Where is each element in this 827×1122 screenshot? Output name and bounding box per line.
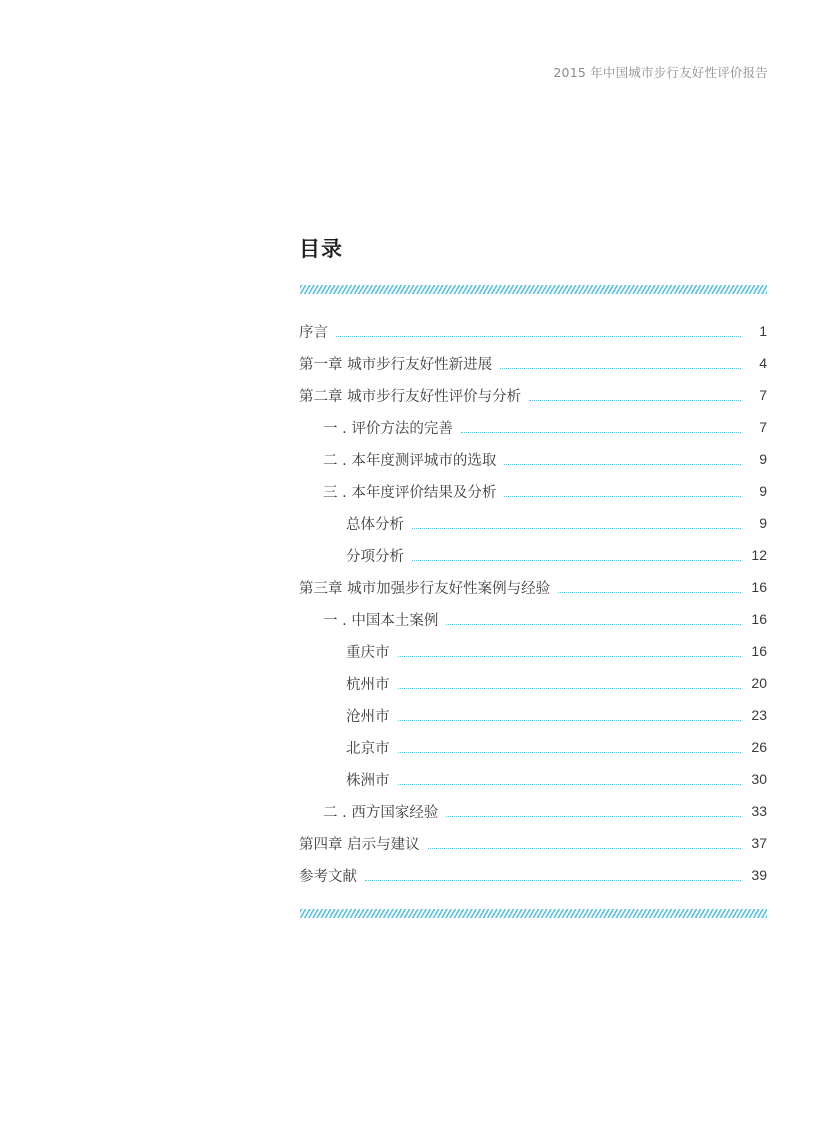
toc-entry-label: 第四章 启示与建议 (299, 836, 420, 853)
dot-leader (398, 656, 742, 657)
toc-entry-page: 33 (751, 803, 767, 819)
toc-entry-overall-analysis[interactable] (299, 507, 767, 539)
toc-entry-page: 7 (759, 387, 767, 403)
dot-leader (504, 496, 741, 497)
toc-entry-page: 4 (759, 355, 767, 371)
toc-entry-page: 1 (759, 323, 767, 339)
dot-leader (365, 880, 741, 881)
toc-entry-page: 9 (759, 483, 767, 499)
toc-entry-label: 第一章 城市步行友好性新进展 (299, 356, 493, 373)
toc-entry-section-2-1[interactable] (299, 411, 767, 443)
toc-entry-cangzhou[interactable] (299, 699, 767, 731)
toc-entry-label: 二 . 本年度测评城市的选取 (323, 452, 497, 469)
toc-entry-page: 26 (751, 739, 767, 755)
toc-entry-page: 37 (751, 835, 767, 851)
toc-entry-page: 16 (751, 643, 767, 659)
toc-entry-page: 23 (751, 707, 767, 723)
toc-entry-section-3-2[interactable] (299, 795, 767, 827)
toc-entry-chongqing[interactable] (299, 635, 767, 667)
toc-entry-label: 第三章 城市加强步行友好性案例与经验 (299, 580, 551, 597)
toc-entry-label: 总体分析 (346, 516, 404, 533)
bottom-hatch-divider (300, 909, 767, 918)
toc-entry-section-3-1[interactable] (299, 603, 767, 635)
toc-entry-label: 株洲市 (346, 772, 390, 789)
toc-entry-label: 沧州市 (346, 708, 390, 725)
toc-entry-label: 一 . 中国本土案例 (323, 612, 439, 629)
dot-leader (500, 368, 741, 369)
toc-entry-preface[interactable] (299, 315, 767, 347)
toc-entry-label: 分项分析 (346, 548, 404, 565)
dot-leader (461, 432, 741, 433)
toc-entry-label: 一 . 评价方法的完善 (323, 420, 453, 437)
toc-entry-page: 16 (751, 611, 767, 627)
table-of-contents (299, 315, 767, 891)
dot-leader (412, 528, 741, 529)
toc-entry-itemized-analysis[interactable] (299, 539, 767, 571)
dot-leader (412, 560, 741, 561)
toc-entry-page: 39 (751, 867, 767, 883)
toc-entry-label: 参考文献 (299, 868, 357, 885)
toc-entry-label: 杭州市 (346, 676, 390, 693)
toc-entry-section-2-3[interactable] (299, 475, 767, 507)
toc-title: 目录 (299, 237, 343, 261)
dot-leader (446, 624, 741, 625)
toc-entry-chapter-1[interactable] (299, 347, 767, 379)
dot-leader (428, 848, 741, 849)
toc-entry-page: 9 (759, 451, 767, 467)
toc-entry-label: 序言 (299, 324, 328, 341)
dot-leader (398, 720, 742, 721)
toc-entry-page: 7 (759, 419, 767, 435)
dot-leader (504, 464, 741, 465)
toc-entry-hangzhou[interactable] (299, 667, 767, 699)
toc-entry-chapter-3[interactable] (299, 571, 767, 603)
dot-leader (529, 400, 741, 401)
dot-leader (398, 752, 742, 753)
top-hatch-divider (300, 285, 767, 294)
dot-leader (558, 592, 741, 593)
toc-entry-page: 16 (751, 579, 767, 595)
dot-leader (336, 336, 741, 337)
toc-entry-page: 9 (759, 515, 767, 531)
toc-entry-zhuzhou[interactable] (299, 763, 767, 795)
dot-leader (446, 816, 741, 817)
toc-entry-page: 30 (751, 771, 767, 787)
dot-leader (398, 688, 742, 689)
running-header: 2015 年中国城市步行友好性评价报告 (553, 65, 768, 80)
toc-entry-beijing[interactable] (299, 731, 767, 763)
toc-entry-label: 三 . 本年度评价结果及分析 (323, 484, 497, 501)
toc-entry-page: 20 (751, 675, 767, 691)
toc-entry-section-2-2[interactable] (299, 443, 767, 475)
toc-entry-references[interactable] (299, 859, 767, 891)
dot-leader (398, 784, 742, 785)
toc-entry-label: 重庆市 (346, 644, 390, 661)
toc-entry-label: 第二章 城市步行友好性评价与分析 (299, 388, 522, 405)
toc-entry-label: 北京市 (346, 740, 390, 757)
toc-entry-chapter-2[interactable] (299, 379, 767, 411)
toc-entry-label: 二 . 西方国家经验 (323, 804, 439, 821)
toc-entry-chapter-4[interactable] (299, 827, 767, 859)
toc-entry-page: 12 (751, 547, 767, 563)
